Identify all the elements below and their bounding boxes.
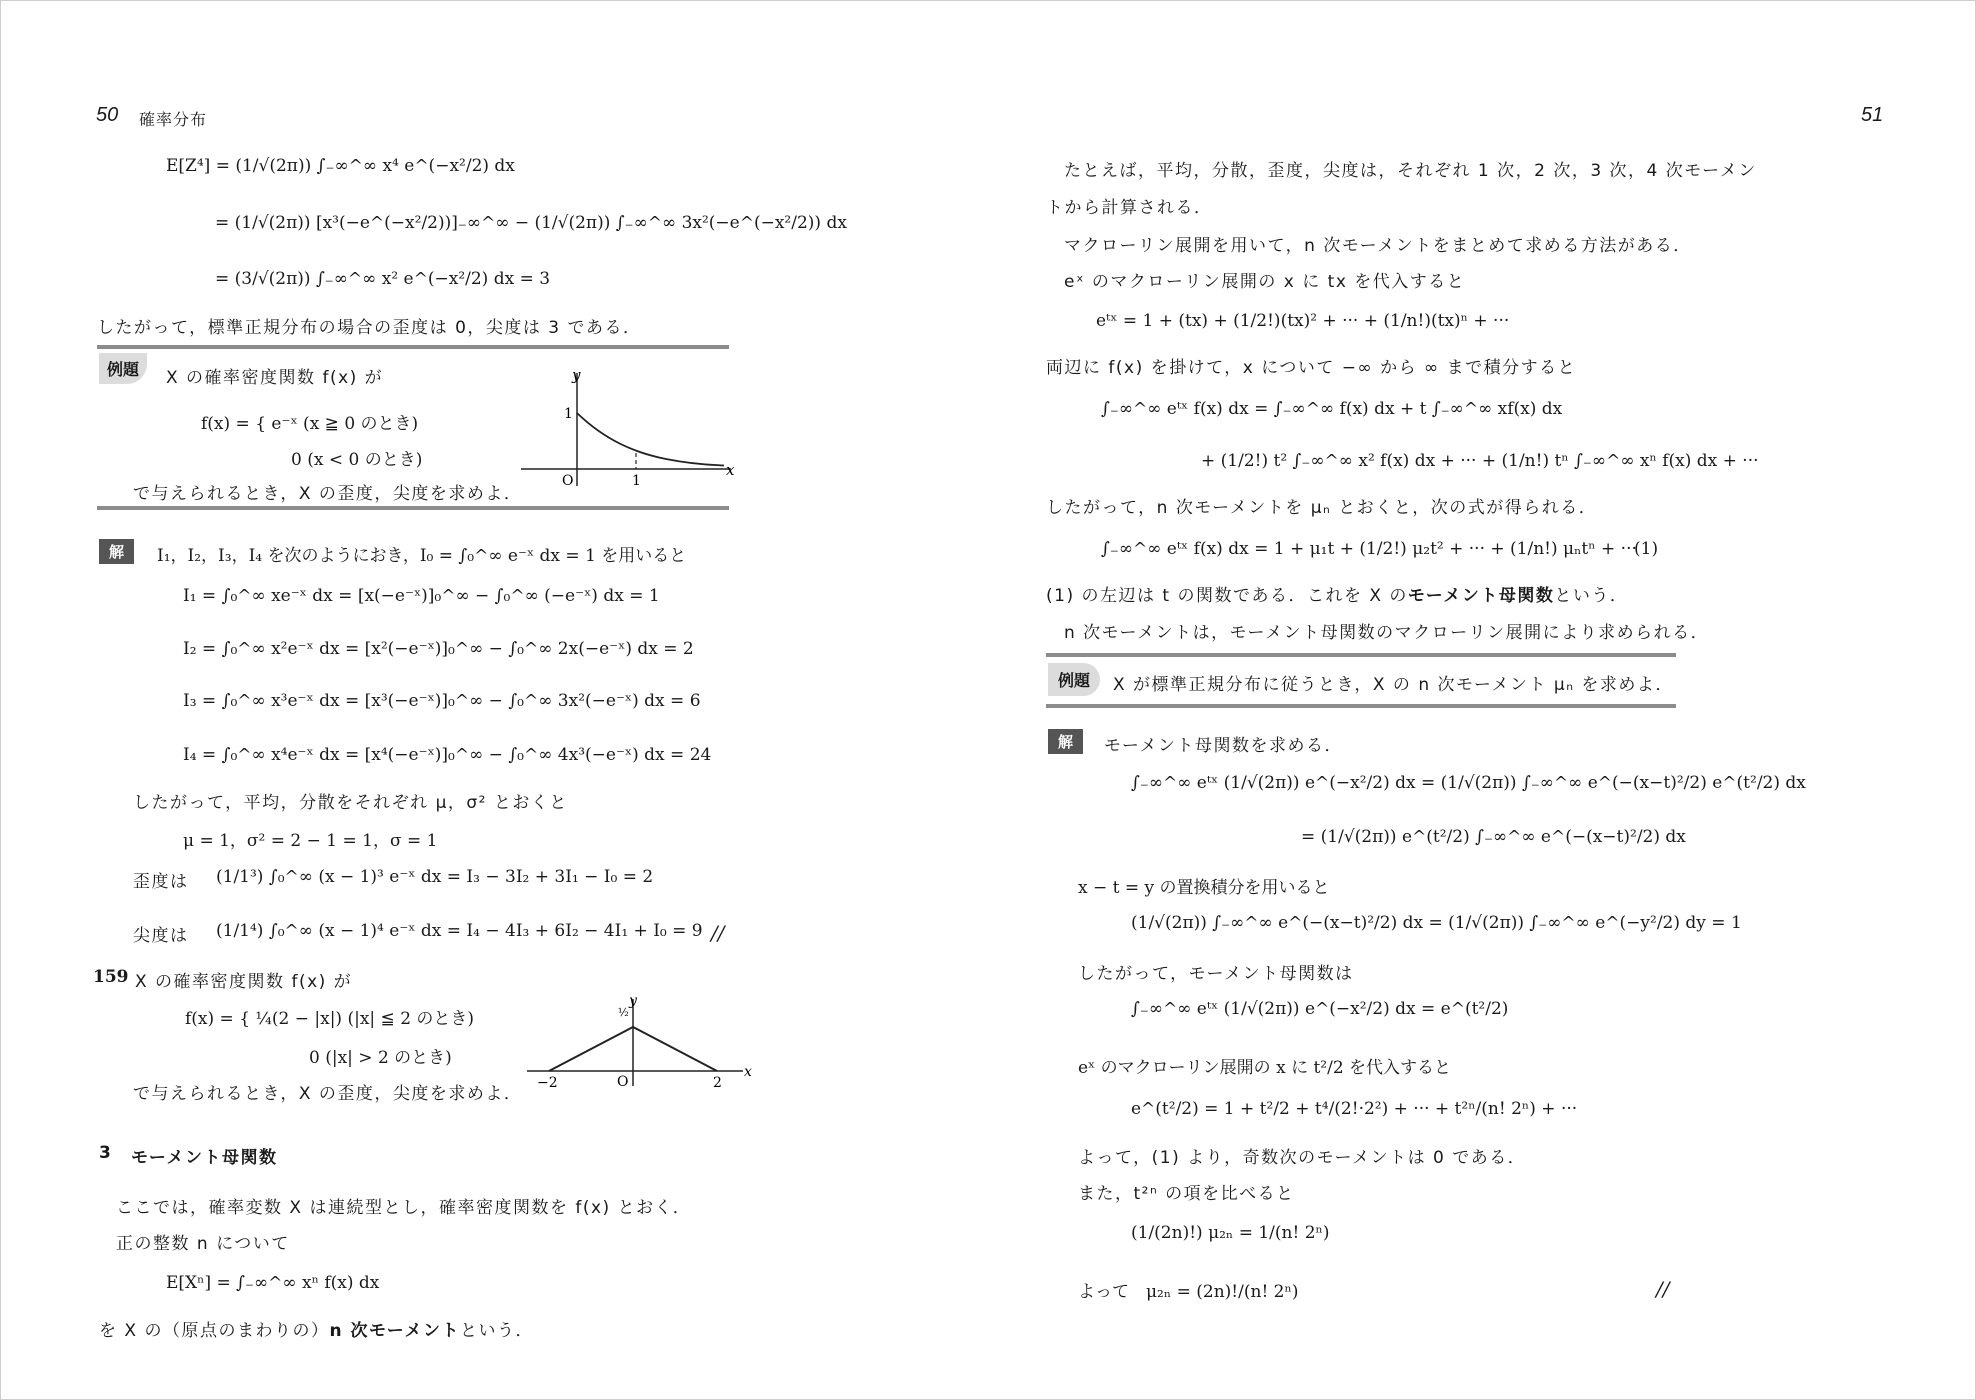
eq-I4: I₄ = ∫₀^∞ x⁴e⁻ˣ dx = [x⁴(−e⁻ˣ)]₀^∞ − ∫₀^∞ 4x³(−e⁻ˣ) dx = 24: [183, 745, 712, 765]
conclusion-text: したがって，標準正規分布の場合の歪度は 0，尖度は 3 である．: [97, 318, 642, 338]
skew-eq: (1/1³) ∫₀^∞ (x − 1)³ e⁻ˣ dx = I₃ − 3I₂ + 3I₁ − I₀ = 2: [216, 867, 654, 887]
example-rule-top: [97, 345, 729, 349]
end-mark-left: //: [711, 921, 725, 945]
mgf-term: モーメント母関数: [1407, 586, 1555, 606]
sol-eq-2: = (1/√(2π)) e^(t²/2) ∫₋∞^∞ e^(−(x−t)²/2) dx: [1301, 827, 1686, 847]
graph1-y-one: 1: [564, 406, 573, 422]
example-tag: 例題: [99, 353, 147, 384]
solution-intro: I₁，I₂，I₃，I₄ を次のようにおき，I₀ = ∫₀^∞ e⁻ˣ dx = 1 を用いると: [157, 546, 687, 566]
section-p1: ここでは，確率変数 X は連続型とし，確率密度関数を f(x) とおく．: [116, 1198, 692, 1218]
eq-I1: I₁ = ∫₀^∞ xe⁻ˣ dx = [x(−e⁻ˣ)]₀^∞ − ∫₀^∞ (−e⁻ˣ) dx = 1: [183, 586, 660, 606]
right-p1b: トから計算される．: [1046, 198, 1213, 218]
eq-integral-1: ∫₋∞^∞ eᵗˣ f(x) dx = ∫₋∞^∞ f(x) dx + t ∫₋∞^∞ xf(x) dx: [1101, 399, 1563, 419]
right-example-rule-bottom: [1046, 704, 1676, 708]
eq-I3: I₃ = ∫₀^∞ x³e⁻ˣ dx = [x³(−e⁻ˣ)]₀^∞ − ∫₀^∞ 3x²(−e⁻ˣ) dx = 6: [183, 691, 701, 711]
right-page-number: 51: [1861, 104, 1884, 126]
sol-eq-1: ∫₋∞^∞ eᵗˣ (1/√(2π)) e^(−x²/2) dx = (1/√(2π)) ∫₋∞^∞ e^(−(x−t)²/2) e^(t²/2) dx: [1131, 773, 1806, 793]
example-case-2: 0 (x < 0 のとき): [291, 450, 423, 470]
n-th-moment-term: n 次モーメント: [329, 1321, 460, 1341]
section-number: 3: [99, 1143, 113, 1163]
kurt-label: 尖度は: [133, 926, 189, 946]
sol-p6: よって μ₂ₙ = (2n)!/(n! 2ⁿ): [1078, 1282, 1299, 1302]
section-p2: 正の整数 n について: [116, 1234, 290, 1254]
graph1-x-one: 1: [632, 473, 641, 489]
sol-eq-3: (1/√(2π)) ∫₋∞^∞ e^(−(x−t)²/2) dx = (1/√(2π)) ∫₋∞^∞ e^(−y²/2) dy = 1: [1131, 913, 1742, 933]
problem-given: で与えられるとき，X の歪度，尖度を求めよ．: [133, 1084, 523, 1104]
right-solution-tag: 解: [1048, 729, 1083, 754]
eq-integral-2: + (1/2!) t² ∫₋∞^∞ x² f(x) dx + ··· + (1/n!) tⁿ ∫₋∞^∞ xⁿ f(x) dx + ···: [1201, 451, 1759, 471]
mean-var-text: したがって，平均，分散をそれぞれ μ，σ² とおくと: [133, 793, 568, 813]
graph1-y-label: y: [572, 366, 581, 384]
running-head: 確率分布: [139, 110, 208, 129]
sol-p5: また，t²ⁿ の項を比べると: [1078, 1184, 1295, 1204]
right-p7: n 次モーメントは，モーメント母関数のマクローリン展開により求められる．: [1064, 623, 1710, 643]
graph2-origin: O: [617, 1074, 629, 1090]
sol-p1: x − t = y の置換積分を用いると: [1078, 878, 1330, 898]
section-title: モーメント母関数: [131, 1148, 278, 1168]
eq-z4-line3: = (3/√(2π)) ∫₋∞^∞ x² e^(−x²/2) dx = 3: [215, 269, 551, 289]
eq-etx-expansion: eᵗˣ = 1 + (tx) + (1/2!)(tx)² + ··· + (1/n!)(tx)ⁿ + ···: [1096, 311, 1510, 331]
graph1-origin: O: [562, 473, 574, 489]
section-p3-post: という．: [459, 1321, 534, 1341]
sol-p3: eˣ のマクローリン展開の x に t²/2 を代入すると: [1078, 1058, 1452, 1078]
left-page-number: 50: [96, 104, 119, 126]
right-p3: eˣ のマクローリン展開の x に tx を代入すると: [1064, 272, 1466, 292]
eq-z4-line1: E[Z⁴] = (1/√(2π)) ∫₋∞^∞ x⁴ e^(−x²/2) dx: [166, 156, 515, 176]
section-eq: E[Xⁿ] = ∫₋∞^∞ xⁿ f(x) dx: [166, 1273, 380, 1293]
solution-tag: 解: [99, 539, 134, 564]
eq-mgf-number: (1): [1634, 539, 1659, 559]
problem-case-2: 0 (|x| > 2 のとき): [309, 1048, 452, 1068]
right-p4: 両辺に f(x) を掛けて，x について −∞ から ∞ まで積分すると: [1046, 358, 1577, 378]
triangle-density-graph: [521, 991, 761, 1091]
kurt-eq: (1/1⁴) ∫₀^∞ (x − 1)⁴ e⁻ˣ dx = I₄ − 4I₃ + 6I₂ − 4I₁ + I₀ = 9: [216, 921, 703, 941]
right-p6-post: という．: [1554, 586, 1629, 606]
problem-case-1: f(x) = { ¼(2 − |x|) (|x| ≦ 2 のとき): [185, 1009, 475, 1029]
graph2-half: ½: [618, 1006, 629, 1019]
graph1-x-label: x: [726, 461, 735, 479]
problem-number: 159: [93, 967, 129, 987]
sol-eq-5: e^(t²/2) = 1 + t²/2 + t⁴/(2!·2²) + ··· + t²ⁿ/(n! 2ⁿ) + ···: [1131, 1099, 1578, 1119]
section-p3: [99, 1316, 534, 1341]
end-mark-right: //: [1656, 1277, 1670, 1301]
right-example-tag: 例題: [1048, 663, 1100, 696]
right-p5: したがって，n 次モーメントを μₙ とおくと，次の式が得られる．: [1046, 498, 1598, 518]
right-p6-pre: (1) の左辺は t の関数である．これを X の: [1046, 586, 1408, 606]
eq-z4-line2: = (1/√(2π)) [x³(−e^(−x²/2))]₋∞^∞ − (1/√(2π)) ∫₋∞^∞ 3x²(−e^(−x²/2)) dx: [215, 213, 847, 233]
sol-p2: したがって，モーメント母関数は: [1078, 964, 1354, 984]
problem-text: X の確率密度関数 f(x) が: [135, 972, 353, 992]
sol-eq-6: (1/(2n)!) μ₂ₙ = 1/(n! 2ⁿ): [1131, 1223, 1330, 1243]
right-p1: たとえば，平均，分散，歪度，尖度は，それぞれ 1 次，2 次，3 次，4 次モーメン: [1064, 161, 1757, 181]
example-text: X の確率密度関数 f(x) が: [166, 368, 384, 388]
right-p2: マクローリン展開を用いて，n 次モーメントをまとめて求める方法がある．: [1064, 236, 1692, 256]
section-p3-pre: を X の（原点のまわりの）: [99, 1321, 330, 1341]
example-rule-bottom: [97, 506, 729, 510]
skew-label: 歪度は: [133, 872, 189, 892]
eq-mgf: ∫₋∞^∞ eᵗˣ f(x) dx = 1 + μ₁t + (1/2!) μ₂t² + ··· + (1/n!) μₙtⁿ + ···: [1101, 539, 1637, 559]
example-case-1: f(x) = { e⁻ˣ (x ≧ 0 のとき): [201, 414, 419, 434]
right-p6: [1046, 581, 1628, 606]
right-example-text: X が標準正規分布に従うとき，X の n 次モーメント μₙ を求めよ．: [1113, 675, 1674, 695]
graph2-plus2: 2: [713, 1075, 722, 1091]
example-given: で与えられるとき，X の歪度，尖度を求めよ．: [133, 484, 523, 504]
graph2-x-label: x: [744, 1064, 752, 1080]
eq-I2: I₂ = ∫₀^∞ x²e⁻ˣ dx = [x²(−e⁻ˣ)]₀^∞ − ∫₀^∞ 2x(−e⁻ˣ) dx = 2: [183, 639, 694, 659]
sol-eq-4: ∫₋∞^∞ eᵗˣ (1/√(2π)) e^(−x²/2) dx = e^(t²/2): [1131, 999, 1509, 1019]
graph2-minus2: −2: [537, 1075, 558, 1091]
right-solution-intro: モーメント母関数を求める．: [1104, 736, 1343, 756]
sol-p4: よって，(1) より，奇数次のモーメントは 0 である．: [1078, 1148, 1527, 1168]
graph2-y-label: y: [629, 993, 637, 1009]
right-example-rule-top: [1046, 653, 1676, 657]
exp-density-graph: [516, 361, 741, 491]
mu-sigma-eq: μ = 1，σ² = 2 − 1 = 1，σ = 1: [183, 831, 438, 851]
